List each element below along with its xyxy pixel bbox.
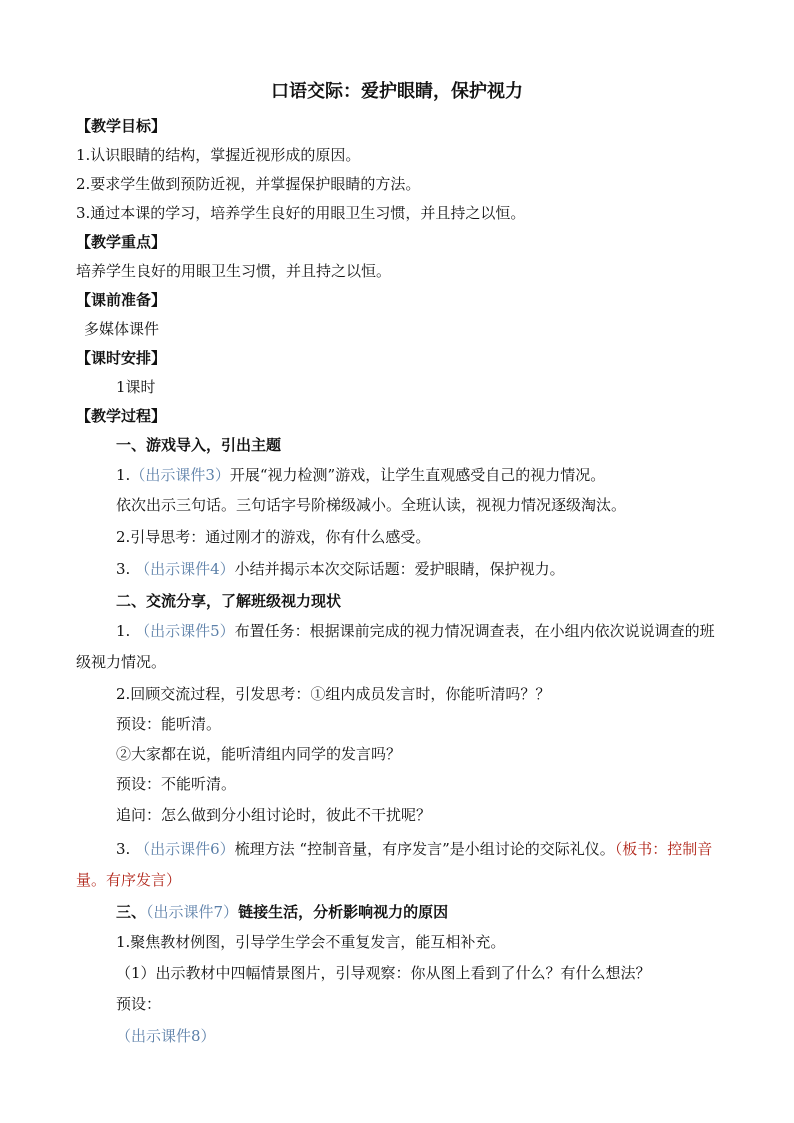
goal-2: 2.要求学生做到预防近视，并掌握保护眼睛的方法。 bbox=[76, 175, 421, 193]
key-heading: 【教学重点】 bbox=[76, 233, 167, 251]
part1-line-2: 依次出示三句话。三句话字号阶梯级减小。全班认读，视视力情况逐级淘汰。 bbox=[116, 496, 627, 514]
part2-line-1 bbox=[76, 616, 726, 678]
part2-line-4: ②大家都在说，能听清组内同学的发言吗？ bbox=[116, 745, 402, 763]
courseware-ref: （出示课件7） bbox=[146, 903, 239, 921]
part2-line-2: 2.回顾交流过程，引发思考：①组内成员发言时，你能听清吗？？ bbox=[116, 685, 551, 703]
courseware-ref: （出示课件5） bbox=[135, 622, 235, 640]
step-number: 1. bbox=[116, 622, 131, 640]
part3-heading bbox=[116, 902, 766, 922]
part1-heading: 一、游戏导入，引出主题 bbox=[116, 436, 282, 454]
goal-1: 1.认识眼睛的结构，掌握近视形成的原因。 bbox=[76, 146, 361, 164]
part1-line-4 bbox=[116, 559, 766, 579]
part2-line-3: 预设：能听清。 bbox=[116, 715, 222, 733]
section-number: 三、 bbox=[116, 903, 147, 921]
part2-line-6: 追问：怎么做到分小组讨论时，彼此不干扰呢？ bbox=[116, 806, 432, 824]
part1-line-1 bbox=[116, 465, 766, 485]
section-title: 链接生活，分析影响视力的原因 bbox=[238, 903, 449, 921]
step-text: 开展“视力检测”游戏，让学生直观感受自己的视力情况。 bbox=[229, 466, 606, 484]
part2-line-7 bbox=[76, 834, 726, 896]
part3-line-4: （出示课件8） bbox=[116, 1027, 216, 1045]
prep-heading: 【课前准备】 bbox=[76, 291, 167, 309]
prep-text: 多媒体课件 bbox=[84, 320, 160, 338]
part3-line-3: 预设： bbox=[116, 995, 162, 1013]
courseware-ref: （出示课件4） bbox=[135, 560, 235, 578]
courseware-ref: （出示课件3） bbox=[130, 466, 230, 484]
part3-line-2: （1）出示教材中四幅情景图片，引导观察：你从图上看到了什么？有什么想法？ bbox=[116, 964, 651, 982]
step-text: 布置任务：根据课前完成的视力情况调查表，在小组内依次说说调查的班级视力情况。 bbox=[76, 622, 715, 671]
step-number: 3. bbox=[116, 560, 131, 578]
blackboard-note: （板书：控制音量。有序发言） bbox=[76, 840, 713, 889]
goal-3: 3.通过本课的学习，培养学生良好的用眼卫生习惯，并且持之以恒。 bbox=[76, 204, 526, 222]
part3-line-1: 1.聚焦教材例图，引导学生学会不重复发言，能互相补充。 bbox=[116, 933, 506, 951]
part1-line-3: 2.引导思考：通过刚才的游戏，你有什么感受。 bbox=[116, 528, 431, 546]
process-heading: 【教学过程】 bbox=[76, 407, 167, 425]
part2-heading: 二、交流分享，了解班级视力现状 bbox=[116, 592, 342, 610]
key-text: 培养学生良好的用眼卫生习惯，并且持之以恒。 bbox=[76, 262, 392, 280]
goals-heading: 【教学目标】 bbox=[76, 117, 167, 135]
step-number: 1. bbox=[116, 466, 131, 484]
step-number: 3. bbox=[116, 840, 131, 858]
step-text: 梳理方法 “控制音量，有序发言”是小组讨论的交际礼仪。 bbox=[234, 840, 615, 858]
page-title: 口语交际：爱护眼睛，保护视力 bbox=[271, 81, 523, 102]
time-text: 1课时 bbox=[116, 378, 156, 396]
time-heading: 【课时安排】 bbox=[76, 349, 167, 367]
courseware-ref: （出示课件6） bbox=[135, 840, 235, 858]
step-text: 小结并揭示本次交际话题：爱护眼睛，保护视力。 bbox=[234, 560, 565, 578]
part2-line-5: 预设：不能听清。 bbox=[116, 775, 237, 793]
